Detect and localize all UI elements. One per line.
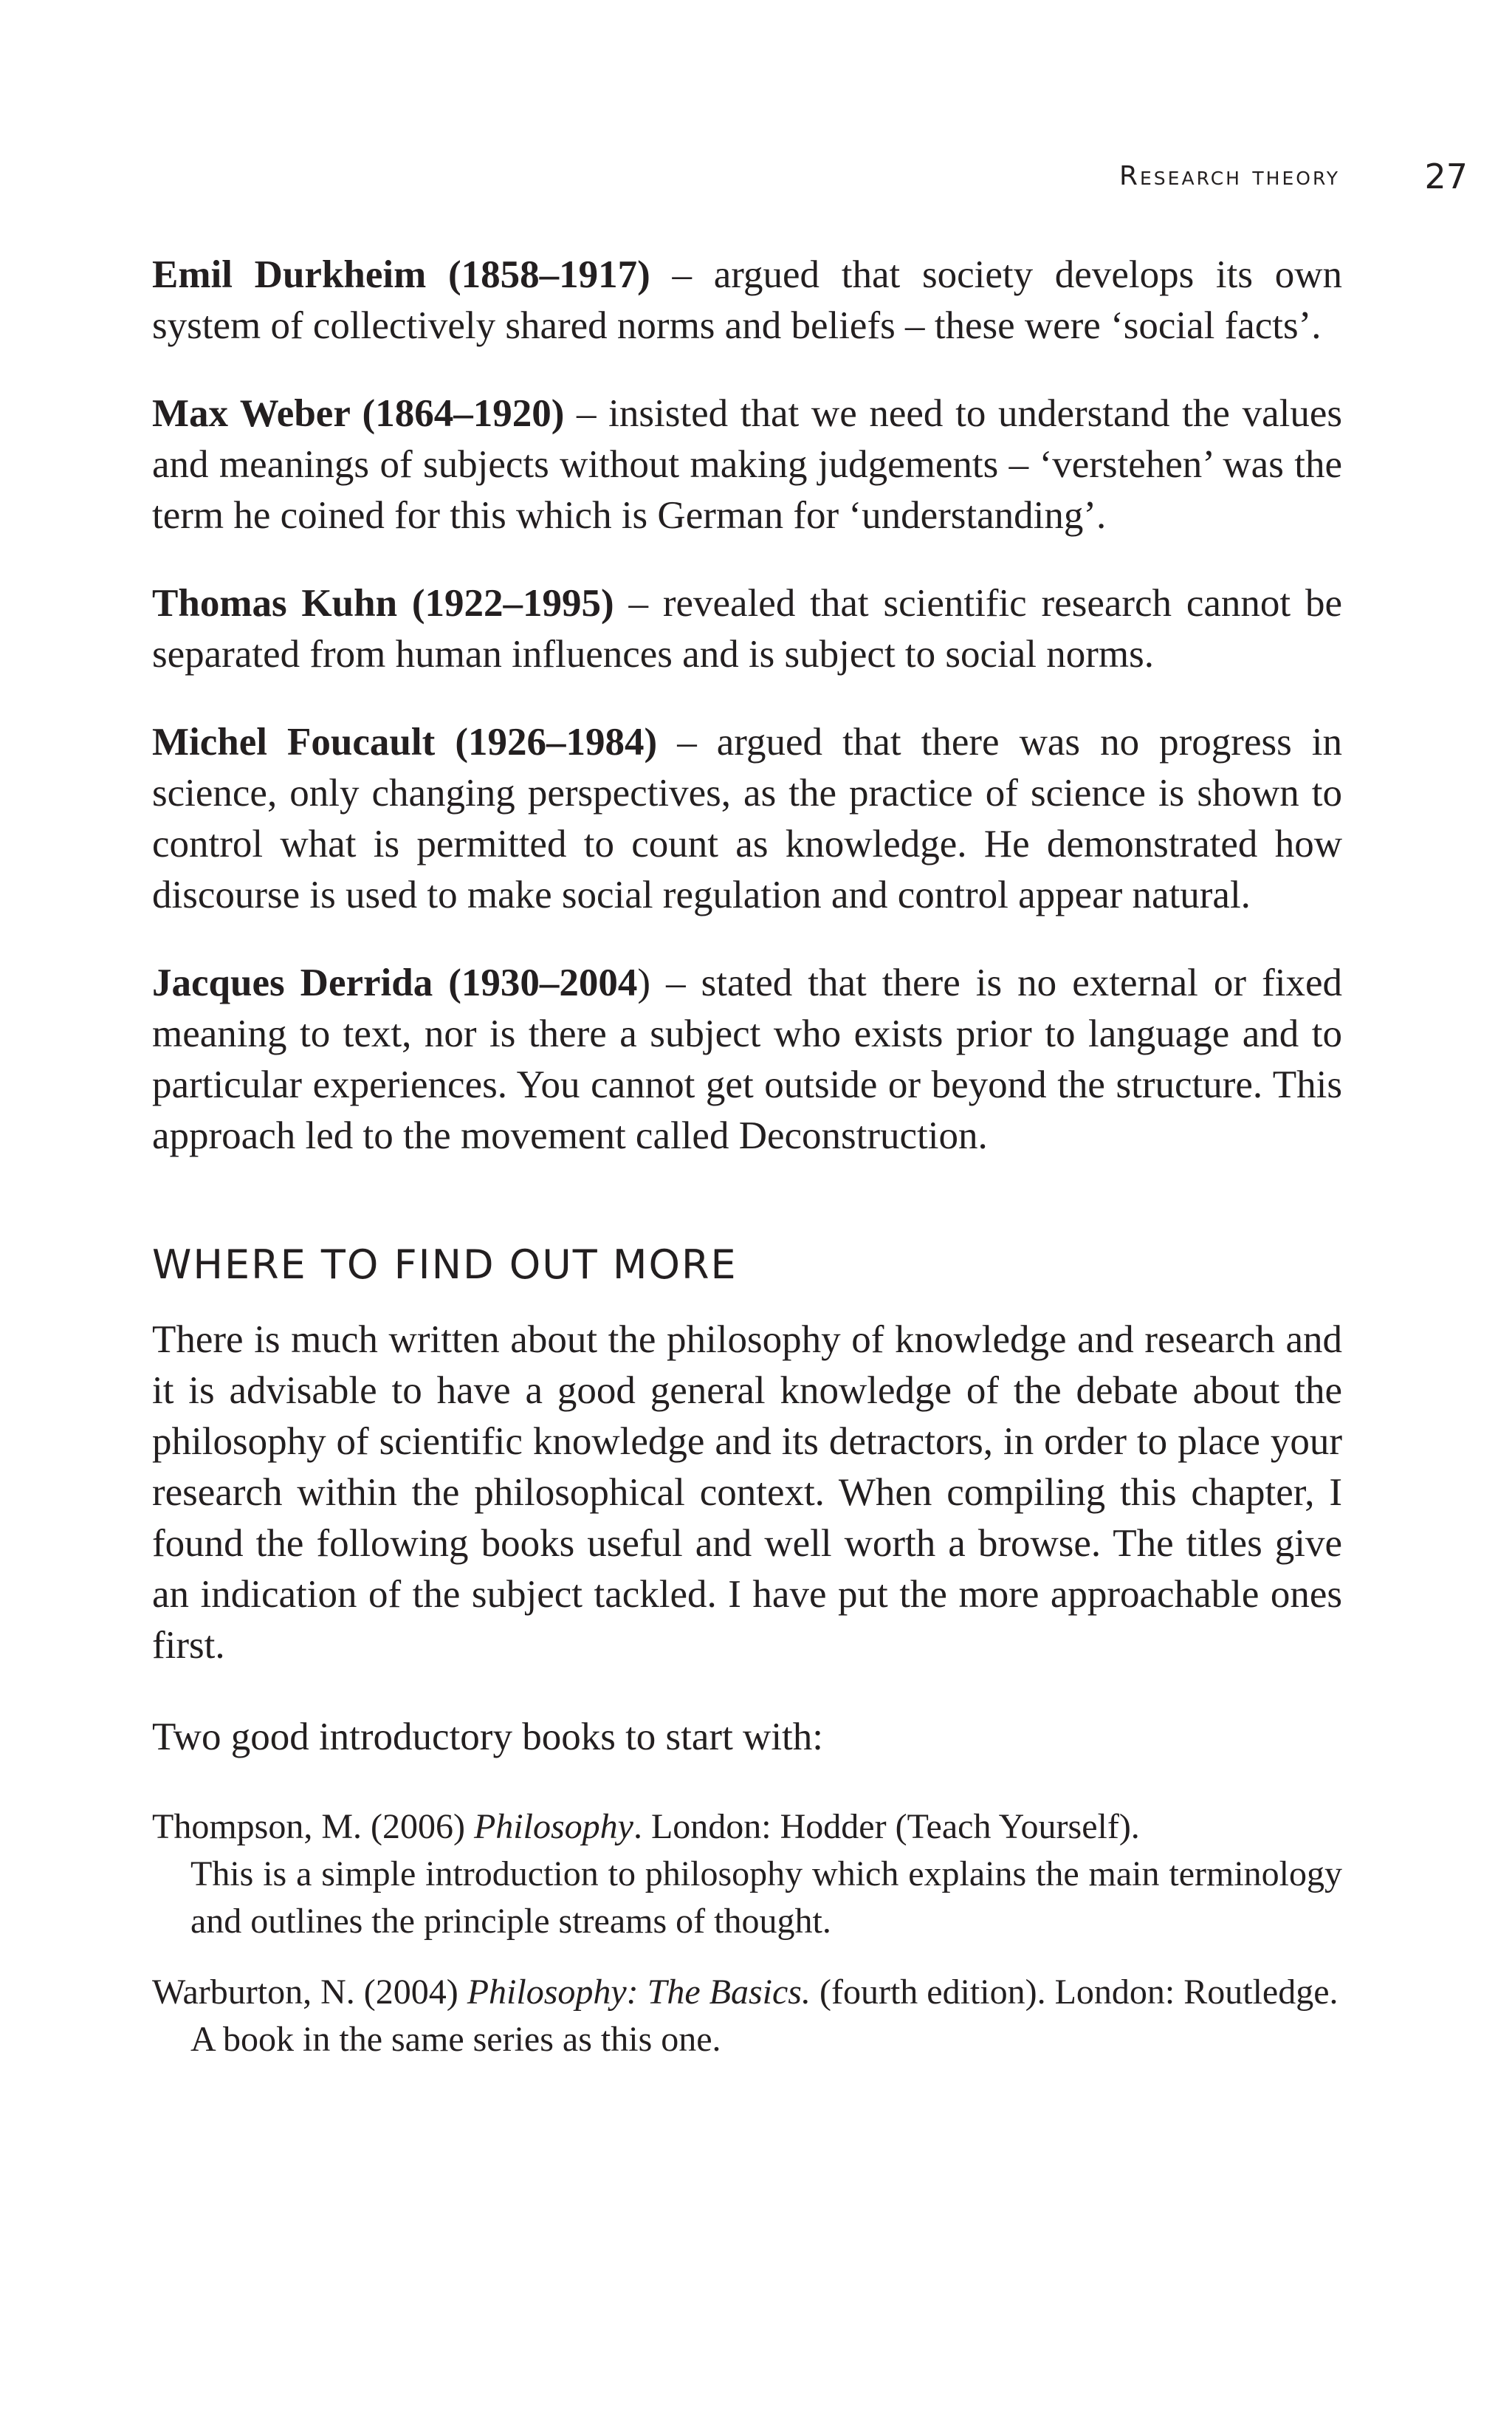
entry-name: Michel Foucault (1926–1984) — [152, 721, 658, 764]
entry-name: Max Weber (1864–1920) — [152, 392, 565, 435]
reference-annotation: This is a simple introduction to philosophy which explains the main terminology and outlines the principle streams of thought. — [190, 1854, 1342, 1941]
entry-name: Emil Durkheim (1858–1917) — [152, 253, 650, 296]
entry-durkheim — [152, 250, 1342, 352]
running-head: Research theory — [1119, 161, 1340, 191]
reference-title: Philosophy: The Basics. — [467, 1972, 811, 2012]
entry-foucault — [152, 717, 1342, 921]
entry-text: – insisted that we need to understand the values and meanings of subjects without making judgements – ‘verstehen’ was the term he coined for this which is German for ‘understanding’. — [152, 392, 1342, 537]
reference-citation — [152, 1803, 1342, 1851]
page-body — [152, 250, 1342, 2087]
section-heading: WHERE TO FIND OUT MORE — [152, 1241, 738, 1288]
entry-text: – argued that there was no progress in science, only changing perspectives, as the practice of science is shown to control what is permitted to count as knowledge. He demonstrated how discourse is used to make social regulation and control appear natural. — [152, 721, 1343, 916]
reference-publisher: (fourth edition). London: Routledge. — [810, 1972, 1339, 2012]
reference-author-year: Warburton, N. (2004) — [152, 1972, 467, 2012]
entry-derrida — [152, 958, 1342, 1162]
entry-text: – argued that society develops its own system of collectively shared norms and beliefs – these were ‘social facts’. — [152, 253, 1342, 347]
reference-publisher: . London: Hodder (Teach Yourself). — [633, 1807, 1140, 1846]
reference-annotation: A book in the same series as this one. — [190, 2020, 721, 2059]
section-lead: Two good introductory books to start with: — [152, 1715, 823, 1758]
page-number: 27 — [1424, 157, 1468, 196]
reference-title: Philosophy — [473, 1807, 633, 1846]
reference-warburton — [152, 1969, 1342, 2063]
entry-text: – revealed that scientific research cannot be separated from human influences and is subject to social norms. — [152, 582, 1342, 676]
section-intro: There is much written about the philosophy of knowledge and research and it is advisable to have a good general knowledge of the debate about the philosophy of scientific knowledge and its detractors, in order to place your research within the philosophical context. When compiling this chapter, I found the following books useful and well worth a browse. The titles give an indication of the subject tackled. I have put the more approachable ones first. — [152, 1318, 1342, 1667]
entry-kuhn — [152, 578, 1342, 680]
entry-weber — [152, 388, 1342, 541]
reference-citation — [152, 1969, 1342, 2016]
entry-name: Thomas Kuhn (1922–1995) — [152, 582, 614, 625]
reference-thompson — [152, 1803, 1342, 1945]
entry-name: Jacques Derrida (1930–2004 — [152, 962, 638, 1004]
entry-text: ) – stated that there is no external or fixed meaning to text, nor is there a subject who exists prior to language and to particular experiences. You cannot get outside or beyond the structure. This approach led to the movement called Deconstruction. — [152, 962, 1342, 1157]
reference-author-year: Thompson, M. (2006) — [152, 1807, 474, 1846]
